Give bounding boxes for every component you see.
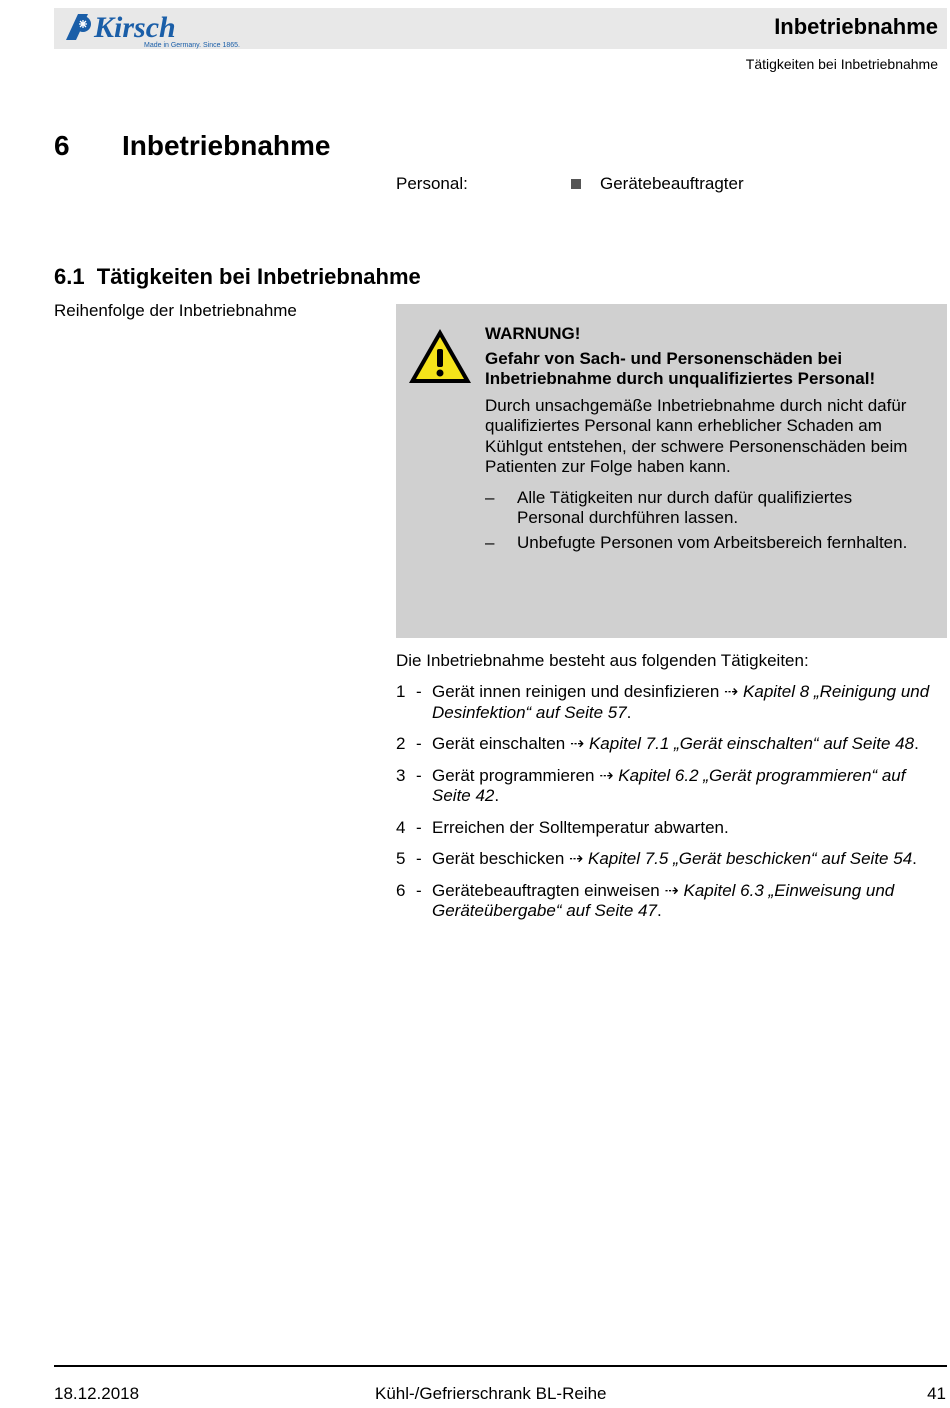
step-separator: - [416, 765, 422, 785]
warning-content [485, 324, 915, 557]
warning-body: Durch unsachgemäße Inbetriebnahme durch nicht dafür qualifiziertes Personal kann erheblicher Schaden am Kühlgut entstehen, der schwere Personenschäden beim Patienten zur Folge haben kann. [485, 395, 908, 476]
kirsch-logo [64, 10, 254, 50]
footer-title: Kühl-/Gefrierschrank BL-Reihe [375, 1384, 607, 1403]
warning-triangle-icon [406, 326, 474, 386]
step-number: 5 [396, 849, 406, 868]
step-reference-link[interactable]: Kapitel 8 „Reinigung und Desinfektion“ auf Seite 57 [432, 682, 930, 722]
step-item [396, 766, 948, 807]
step-separator: - [416, 880, 422, 900]
section-title: 6.1 Tätigkeiten bei Inbetriebnahme [54, 264, 421, 289]
steps-intro: Die Inbetriebnahme besteht aus folgenden Tätigkeiten: [396, 651, 809, 670]
footer-date: 18.12.2018 [54, 1384, 140, 1403]
personal-label: Personal: [396, 174, 468, 193]
step-text: Gerät innen reinigen und desinfizieren [432, 682, 720, 701]
step-number: 4 [396, 817, 406, 837]
step-end: . [912, 849, 917, 868]
step-separator: - [416, 734, 422, 753]
header-title: Inbetriebnahme [774, 14, 938, 39]
link-arrow-icon: ⇢ [569, 849, 584, 868]
step-end: . [914, 734, 919, 753]
warning-item-text: Unbefugte Personen vom Arbeitsbereich fernhalten. [517, 532, 908, 552]
step-number: 2 [396, 734, 406, 753]
step-item [396, 849, 948, 870]
step-number: 1 [396, 682, 406, 701]
svg-text:Kirsch: Kirsch [94, 11, 176, 44]
square-bullet-icon [571, 179, 581, 189]
side-label: Reihenfolge der Inbetriebnahme [54, 301, 297, 320]
step-end: . [626, 702, 632, 722]
step-number: 6 [396, 880, 406, 900]
warning-title: Gefahr von Sach- und Personenschäden bei Inbetriebnahme durch unqualifiziertes Personal! [485, 348, 876, 388]
header-subtitle: Tätigkeiten bei Inbetriebnahme [745, 56, 938, 72]
step-separator: - [416, 817, 422, 837]
footer-divider [54, 1365, 947, 1367]
logo-tagline: Made in Germany. Since 1865. [144, 42, 240, 49]
page-number: 41 [927, 1384, 946, 1403]
step-reference-link[interactable]: Kapitel 7.5 „Gerät beschicken“ auf Seite 54 [588, 849, 913, 868]
step-end: . [494, 786, 500, 805]
chapter-number: 6 [54, 130, 70, 161]
warning-list-item [485, 488, 915, 529]
link-arrow-icon: ⇢ [724, 682, 739, 701]
step-end: . [656, 901, 662, 920]
step-text: Gerät programmieren [432, 765, 595, 785]
personal-value: Gerätebeauftragter [600, 174, 744, 193]
step-item [396, 682, 948, 723]
chapter-title: Inbetriebnahme [122, 130, 331, 161]
step-text: Gerät beschicken [432, 849, 565, 868]
step-item [396, 734, 948, 755]
steps-list [396, 682, 948, 933]
link-arrow-icon: ⇢ [569, 734, 585, 753]
step-separator: - [416, 849, 422, 868]
dash: – [485, 532, 495, 552]
step-item [396, 881, 948, 922]
warning-list-item [485, 533, 915, 554]
warning-item-text: Alle Tätigkeiten nur durch dafür qualifiziertes Personal durchführen lassen. [517, 487, 853, 527]
step-text: Gerät einschalten [432, 734, 566, 753]
warning-list [485, 488, 915, 554]
link-arrow-icon: ⇢ [599, 765, 614, 785]
dash: – [485, 487, 495, 507]
step-reference-link[interactable]: Kapitel 7.1 „Gerät einschalten“ auf Seite 48 [588, 734, 915, 753]
step-reference-link[interactable]: Kapitel 6.3 „Einweisung und Geräteübergabe“ auf Seite 47 [432, 880, 895, 920]
step-text: Erreichen der Solltemperatur abwarten. [432, 817, 729, 837]
link-arrow-icon: ⇢ [664, 880, 679, 900]
step-number: 3 [396, 765, 406, 785]
step-text: Gerätebeauftragten einweisen [432, 880, 660, 900]
warning-heading: WARNUNG! [485, 324, 581, 343]
step-item [396, 818, 948, 839]
step-separator: - [416, 682, 422, 701]
step-reference-link[interactable]: Kapitel 6.2 „Gerät programmieren“ auf Seite 42 [432, 765, 906, 805]
